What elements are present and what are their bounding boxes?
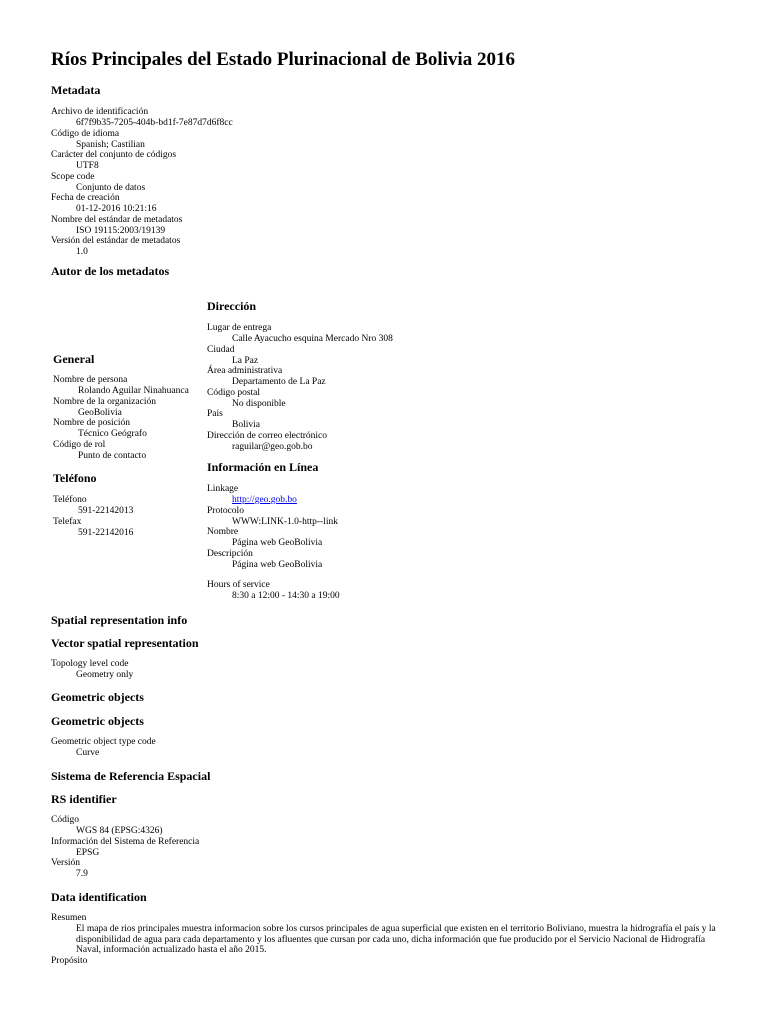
field-label: Carácter del conjunto de códigos <box>51 150 177 160</box>
field-value: Página web GeoBolivia <box>232 538 323 548</box>
field-value: WWW:LINK-1.0-http--link <box>232 516 338 527</box>
reference-heading: Sistema de Referencia Espacial <box>51 769 211 783</box>
field-label: Teléfono <box>53 495 87 505</box>
field-value: La Paz <box>232 355 259 366</box>
field-label: Ciudad <box>207 344 235 355</box>
field-value: No disponible <box>232 398 286 409</box>
field-label: Geometric object type code <box>51 737 156 747</box>
field-label: Nombre de posición <box>53 418 131 428</box>
author-heading: Autor de los metadatos <box>51 264 170 278</box>
field-value: raguilar@geo.gob.bo <box>232 441 313 452</box>
online-heading: Información en Línea <box>207 460 319 474</box>
field-value <box>207 495 467 506</box>
field-value: Punto de contacto <box>78 450 147 461</box>
field-label: Archivo de identificación <box>51 107 149 117</box>
geometric-type-field <box>51 737 156 759</box>
field-value: 591-22142016 <box>78 527 134 538</box>
field-label: Topology level code <box>51 659 129 669</box>
metadata-heading: Metadata <box>51 83 101 97</box>
online-section <box>207 459 467 602</box>
field-value: 8:30 a 12:00 - 14:30 a 19:00 <box>232 591 340 601</box>
field-value: UTF8 <box>76 161 99 171</box>
address-heading: Dirección <box>207 299 257 313</box>
linkage-link[interactable]: http://geo.gob.bo <box>232 495 297 505</box>
field-label: Código postal <box>207 387 261 398</box>
phone-heading: Teléfono <box>53 471 97 485</box>
topology-field <box>51 659 133 681</box>
spatial-heading: Spatial representation info <box>51 613 188 627</box>
field-value: 7.9 <box>76 869 88 879</box>
field-value: Conjunto de datos <box>76 182 146 193</box>
field-label: Nombre del estándar de metadatos <box>51 214 183 225</box>
field-label: Versión del estándar de metadatos <box>51 236 181 246</box>
field-label: Nombre <box>207 527 239 537</box>
geometric-objects-subheading: Geometric objects <box>51 714 144 728</box>
field-value: Geometry only <box>76 670 134 680</box>
metadata-document <box>51 48 741 258</box>
field-label: Descripción <box>207 548 253 559</box>
field-value: Spanish; Castilian <box>76 139 145 150</box>
field-value: 591-22142013 <box>78 506 134 516</box>
field-value: 1.0 <box>76 247 88 257</box>
field-label: Fecha de creación <box>51 193 120 203</box>
address-section <box>207 298 467 452</box>
field-value: Rolando Aguilar Ninahuanca <box>78 386 189 396</box>
field-label: Protocolo <box>207 505 244 516</box>
field-label: Linkage <box>207 484 239 494</box>
field-label: Hours of service <box>207 580 270 590</box>
field-value: GeoBolivia <box>78 407 122 418</box>
vector-heading: Vector spatial representation <box>51 636 199 650</box>
general-section <box>53 351 203 461</box>
field-label: Nombre de persona <box>53 375 128 385</box>
field-label: Código <box>51 815 79 825</box>
field-value: 01-12-2016 10:21:16 <box>76 204 157 214</box>
field-label: Nombre de la organización <box>53 396 156 407</box>
field-value: EPSG <box>76 847 100 858</box>
field-value: Técnico Geógrafo <box>78 429 147 439</box>
field-label: Telefax <box>53 516 82 527</box>
field-label: País <box>207 409 223 419</box>
field-label: Área administrativa <box>207 366 283 376</box>
document-title: Ríos Principales del Estado Plurinacional de Bolivia 2016 <box>51 49 515 70</box>
field-value: Bolivia <box>232 420 260 430</box>
data-identification-heading: Data identification <box>51 890 147 904</box>
summary-field <box>51 913 716 967</box>
field-value: Página web GeoBolivia <box>232 559 323 570</box>
field-value: Departamento de La Paz <box>232 377 326 387</box>
phone-section <box>53 470 203 538</box>
field-label: Código de idioma <box>51 128 120 139</box>
field-label: Resumen <box>51 913 87 923</box>
field-label: Código de rol <box>53 439 106 450</box>
field-value: Curve <box>76 748 100 758</box>
field-label: Scope code <box>51 171 95 182</box>
metadata-fields <box>51 107 741 258</box>
field-value: Calle Ayacucho esquina Mercado Nro 308 <box>232 334 393 344</box>
field-value: 6f7f9b35-7205-404b-bd1f-7e87d7d6f8cc <box>76 118 233 128</box>
field-value: WGS 84 (EPSG:4326) <box>76 826 163 836</box>
geometric-objects-heading: Geometric objects <box>51 690 144 704</box>
field-label: Dirección de correo electrónico <box>207 430 328 441</box>
field-label: Versión <box>51 858 81 868</box>
field-label: Lugar de entrega <box>207 323 272 333</box>
general-heading: General <box>53 352 95 366</box>
field-label: Información del Sistema de Referencia <box>51 836 200 847</box>
field-label: Propósito <box>51 955 88 966</box>
reference-fields <box>51 815 199 880</box>
field-value: ISO 19115:2003/19139 <box>76 225 166 236</box>
summary-text: El mapa de rios principales muestra informacion sobre los cursos principales de agua superficial que existen en el territorio Boliviano, muestra la hidrografía el país y la disponibilidad de agua para cada departamento y los afluentes que cursan por cada uno, dicha información que fue producido por el Servicio Nacional de Hidrografía Naval, información actualizado hasta el año 2015. <box>76 924 716 955</box>
rs-identifier-heading: RS identifier <box>51 792 117 806</box>
